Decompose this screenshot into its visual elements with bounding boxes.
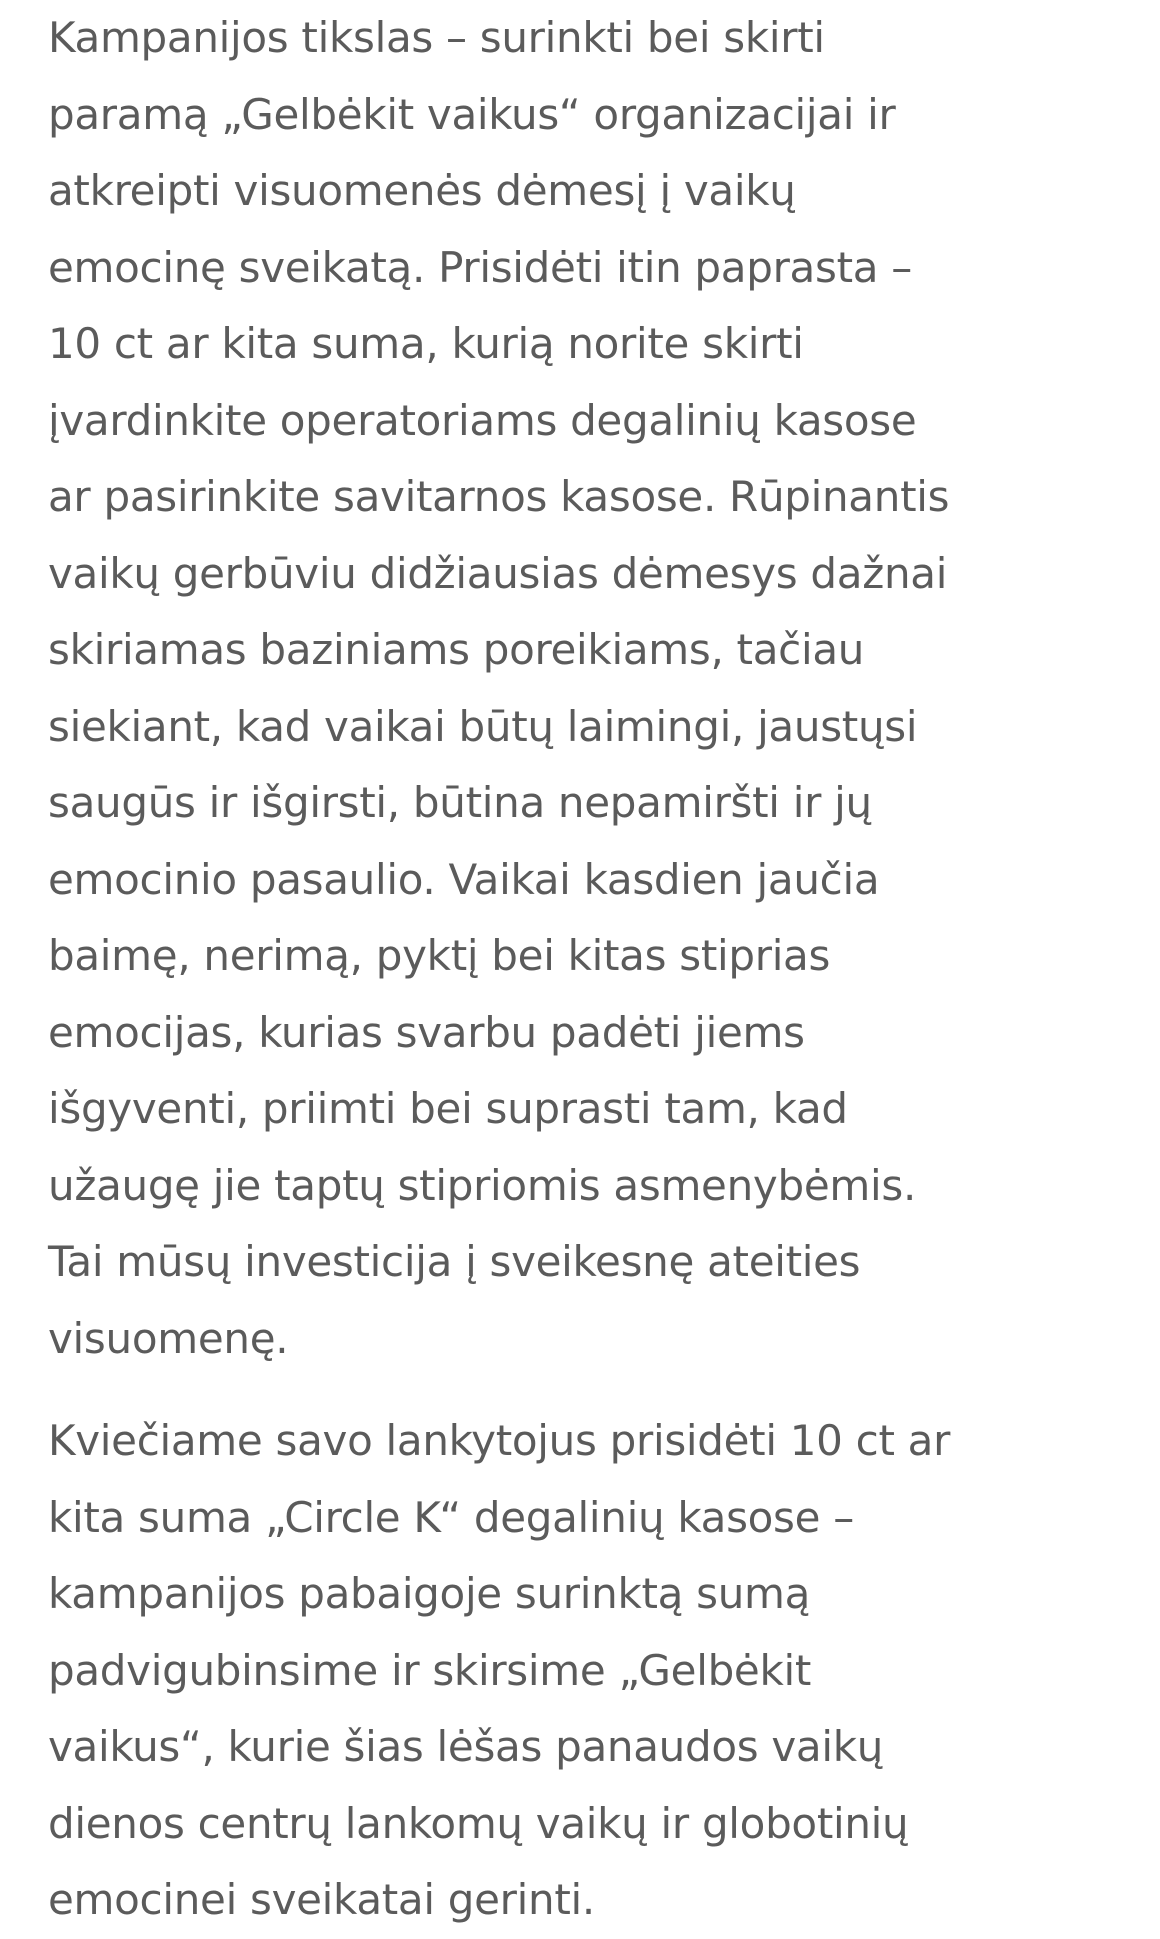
text-line: baimę, nerimą, pyktį bei kitas stiprias	[48, 931, 831, 980]
text-line: vaikus“, kurie šias lėšas panaudos vaikų	[48, 1722, 884, 1771]
text-line: įvardinkite operatoriams degalinių kasose	[48, 395, 917, 445]
text-line: Kampanijos tikslas – surinkti bei skirti	[48, 13, 825, 62]
text-line: dienos centrų lankomų vaikų ir globotinių	[48, 1798, 909, 1848]
text-line: užaugę jie taptų stipriomis asmenybėmis.	[48, 1160, 916, 1210]
text-line: Tai mūsų investicija į sveikesnę ateities	[48, 1237, 861, 1286]
text-line: visuomenę.	[48, 1313, 289, 1363]
paragraph-campaign-goal	[48, 0, 1138, 1377]
text-line: padvigubinsime ir skirsime „Gelbėkit	[48, 1645, 812, 1695]
text-line: emocinei sveikatai gerinti.	[48, 1875, 595, 1924]
article-body	[48, 0, 1138, 1939]
text-line: emocijas, kurias svarbu padėti jiems	[48, 1007, 805, 1057]
text-line: ar pasirinkite savitarnos kasose. Rūpinantis	[48, 472, 950, 521]
text-line: siekiant, kad vaikai būtų laimingi, jaustųsi	[48, 701, 918, 751]
text-line: saugūs ir išgirsti, būtina nepamiršti ir jų	[48, 778, 872, 827]
text-line: kampanijos pabaigoje surinktą sumą	[48, 1569, 811, 1618]
text-line: paramą „Gelbėkit vaikus“ organizacijai ir	[48, 89, 896, 139]
text-line: kita suma „Circle K“ degalinių kasose –	[48, 1492, 854, 1542]
text-line: skiriamas baziniams poreikiams, tačiau	[48, 625, 865, 674]
text-line: emocinę sveikatą. Prisidėti itin paprasta –	[48, 242, 912, 292]
paragraph-invitation	[48, 1403, 1138, 1939]
text-line: išgyventi, priimti bei suprasti tam, kad	[48, 1084, 848, 1133]
text-line: Kviečiame savo lankytojus prisidėti 10 ct ar	[48, 1416, 951, 1465]
text-line: 10 ct ar kita suma, kurią norite skirti	[48, 319, 804, 368]
text-line: vaikų gerbūviu didžiausias dėmesys dažnai	[48, 548, 948, 598]
text-line: atkreipti visuomenės dėmesį į vaikų	[48, 166, 796, 215]
text-line: emocinio pasaulio. Vaikai kasdien jaučia	[48, 854, 880, 904]
